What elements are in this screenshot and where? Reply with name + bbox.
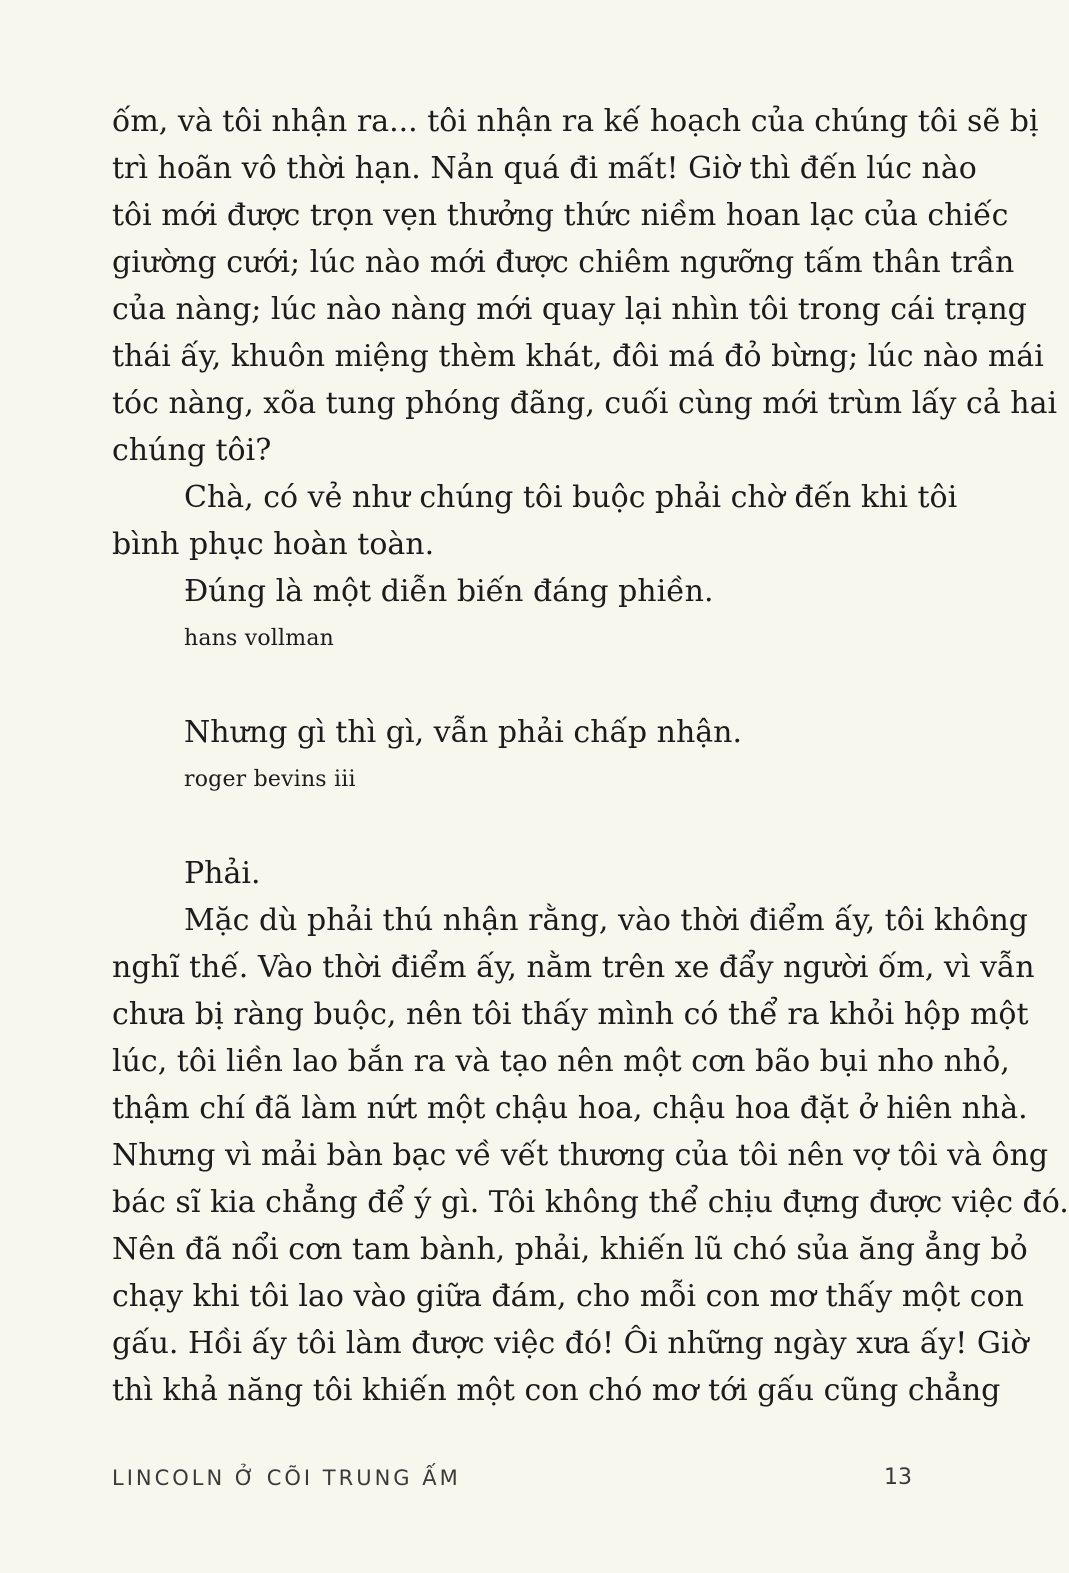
text-line: chưa bị ràng buộc, nên tôi thấy mình có thể ra khỏi hộp một [112, 997, 1029, 1032]
text-line: ốm, và tôi nhận ra... tôi nhận ra kế hoạch của chúng tôi sẽ bị [112, 104, 1039, 139]
speaker-attribution: hans vollman [184, 626, 335, 651]
text-line: thái ấy, khuôn miệng thèm khát, đôi má đỏ bừng; lúc nào mái [112, 339, 1044, 374]
speaker-attribution: roger bevins iii [184, 767, 356, 792]
text-line: của nàng; lúc nào nàng mới quay lại nhìn tôi trong cái trạng [112, 292, 1027, 327]
text-line: trì hoãn vô thời hạn. Nản quá đi mất! Giờ thì đến lúc nào [112, 151, 977, 186]
text-line: gấu. Hồi ấy tôi làm được việc đó! Ôi những ngày xưa ấy! Giờ [112, 1326, 1029, 1361]
text-line: bác sĩ kia chẳng để ý gì. Tôi không thể chịu đựng được việc đó. [112, 1185, 1069, 1220]
text-line: thì khả năng tôi khiến một con chó mơ tới gấu cũng chẳng [112, 1373, 1001, 1408]
text-line: Mặc dù phải thú nhận rằng, vào thời điểm ấy, tôi không [184, 903, 1028, 938]
page-number: 13 [884, 1465, 912, 1490]
text-line: Đúng là một diễn biến đáng phiền. [184, 574, 714, 609]
text-line: Nhưng vì mải bàn bạc về vết thương của tôi nên vợ tôi và ông [112, 1138, 1049, 1173]
text-line: tôi mới được trọn vẹn thưởng thức niềm hoan lạc của chiếc [112, 198, 1009, 233]
text-line: tóc nàng, xõa tung phóng đãng, cuối cùng mới trùm lấy cả hai [112, 386, 1058, 421]
stanza-gap [112, 803, 912, 850]
text-line: lúc, tôi liền lao bắn ra và tạo nên một cơn bão bụi nho nhỏ, [112, 1044, 1010, 1079]
body-text [112, 98, 1069, 1414]
text-line: nghĩ thế. Vào thời điểm ấy, nằm trên xe đẩy người ốm, vì vẫn [112, 950, 1035, 985]
text-line: thậm chí đã làm nứt một chậu hoa, chậu hoa đặt ở hiên nhà. [112, 1091, 1028, 1126]
stanza-gap [112, 662, 912, 709]
text-line: Chà, có vẻ như chúng tôi buộc phải chờ đến khi tôi [184, 480, 958, 515]
text-line: chạy khi tôi lao vào giữa đám, cho mỗi con mơ thấy một con [112, 1279, 1024, 1314]
text-line: Nhưng gì thì gì, vẫn phải chấp nhận. [184, 715, 743, 750]
text-line: Nên đã nổi cơn tam bành, phải, khiến lũ chó sủa ăng ẳng bỏ [112, 1232, 1028, 1267]
text-line: bình phục hoàn toàn. [112, 527, 435, 562]
text-line: chúng tôi? [112, 433, 272, 468]
page-footer [112, 1458, 912, 1498]
running-head: LINCOLN Ở CÕI TRUNG ẤM [112, 1466, 461, 1490]
text-line: Phải. [184, 856, 261, 891]
text-line: giường cưới; lúc nào mới được chiêm ngưỡng tấm thân trần [112, 245, 1015, 280]
